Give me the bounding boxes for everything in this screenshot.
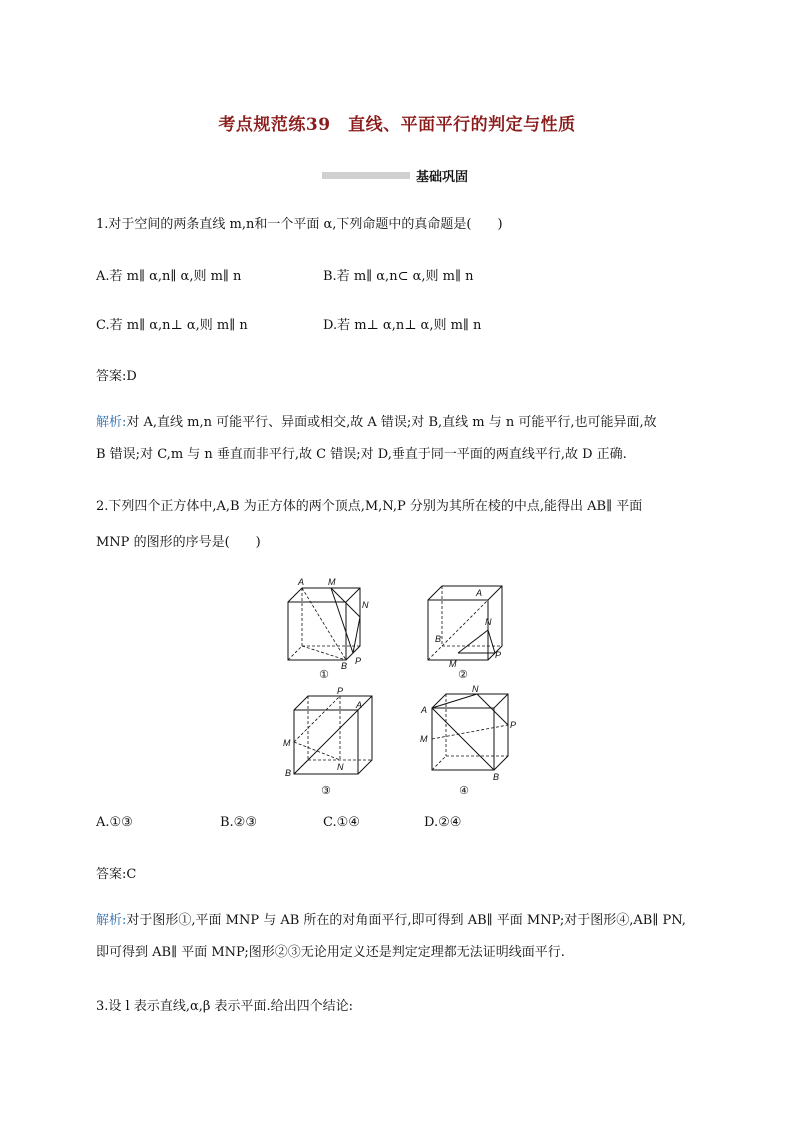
question-1-option-a: A.若 m∥ α,n∥ α,则 m∥ n [96, 269, 242, 284]
point-label: P [495, 650, 502, 660]
question-2-explanation [96, 905, 696, 969]
explanation-line: 对 A,直线 m,n 可能平行、异面或相交,故 A 错误;对 B,直线 m 与 n 可能平行,也可能异面,故 [126, 415, 657, 430]
question-1-stem: 1.对于空间的两条直线 m,n和一个平面 α,下列命题中的真命题是( ) [96, 217, 503, 232]
point-label: B [285, 768, 292, 778]
point-label: N [362, 600, 369, 610]
point-label: P [510, 720, 517, 730]
point-label: M [420, 734, 428, 744]
question-1-option-c: C.若 m∥ α,n⊥ α,则 m∥ n [96, 318, 248, 333]
point-label: B [435, 634, 442, 644]
question-1-explanation [96, 407, 696, 471]
section-heading: 基础巩固 [416, 170, 469, 185]
question-1-answer: 答案:D [96, 369, 137, 384]
question-3-stem: 3.设 l 表示直线,α,β 表示平面.给出四个结论: [96, 999, 354, 1014]
question-1-option-d: D.若 m⊥ α,n⊥ α,则 m∥ n [323, 318, 482, 333]
section-bar [322, 172, 410, 179]
figure-number: ④ [459, 784, 469, 797]
question-2-stem-line2: MNP 的图形的序号是( ) [96, 535, 261, 550]
cube-figures [270, 572, 530, 800]
figure-number: ③ [321, 784, 331, 797]
cube-figure-1 [288, 577, 369, 681]
point-label: A [476, 588, 483, 598]
point-label: N [472, 684, 479, 694]
explanation-label: 解析: [96, 913, 127, 928]
cube-figure-2 [428, 586, 502, 681]
point-label: N [337, 762, 344, 772]
explanation-line: B 错误;对 C,m 与 n 垂直而非平行,故 C 错误;对 D,垂直于同一平面的两直线平行,故 D 正确. [96, 447, 627, 462]
question-1-option-b: B.若 m∥ α,n⊂ α,则 m∥ n [323, 269, 474, 284]
page-title: 考点规范练39 直线、平面平行的判定与性质 [218, 115, 576, 135]
point-label: A [298, 577, 305, 587]
cube-figure-4 [420, 684, 516, 797]
cube-figure-3 [283, 686, 372, 797]
point-label: M [283, 738, 291, 748]
point-label: A [356, 700, 363, 710]
explanation-label: 解析: [96, 415, 127, 430]
point-label: M [449, 659, 457, 669]
question-2-option-d: D.②④ [424, 815, 462, 830]
question-2-option-a: A.①③ [96, 815, 133, 830]
point-label: B [493, 772, 500, 782]
point-label: N [485, 617, 492, 627]
point-label: A [421, 705, 428, 715]
figure-number: ② [458, 668, 468, 681]
point-label: P [337, 686, 344, 696]
figure-number: ① [319, 668, 329, 681]
question-2-answer: 答案:C [96, 867, 137, 882]
explanation-line: 即可得到 AB∥ 平面 MNP;图形②③无论用定义还是判定定理都无法证明线面平行. [96, 945, 565, 960]
point-label: P [355, 656, 362, 666]
question-2-option-c: C.①④ [323, 815, 360, 830]
point-label: M [328, 577, 336, 587]
question-2-stem-line1: 2.下列四个正方体中,A,B 为正方体的两个顶点,M,N,P 分别为其所在棱的中点,能得出 AB∥ 平面 [96, 499, 643, 514]
point-label: B [341, 661, 348, 671]
question-2-option-b: B.②③ [220, 815, 257, 830]
explanation-line: 对于图形①,平面 MNP 与 AB 所在的对角面平行,即可得到 AB∥ 平面 MNP;对于图形④,AB∥ PN, [126, 913, 686, 928]
